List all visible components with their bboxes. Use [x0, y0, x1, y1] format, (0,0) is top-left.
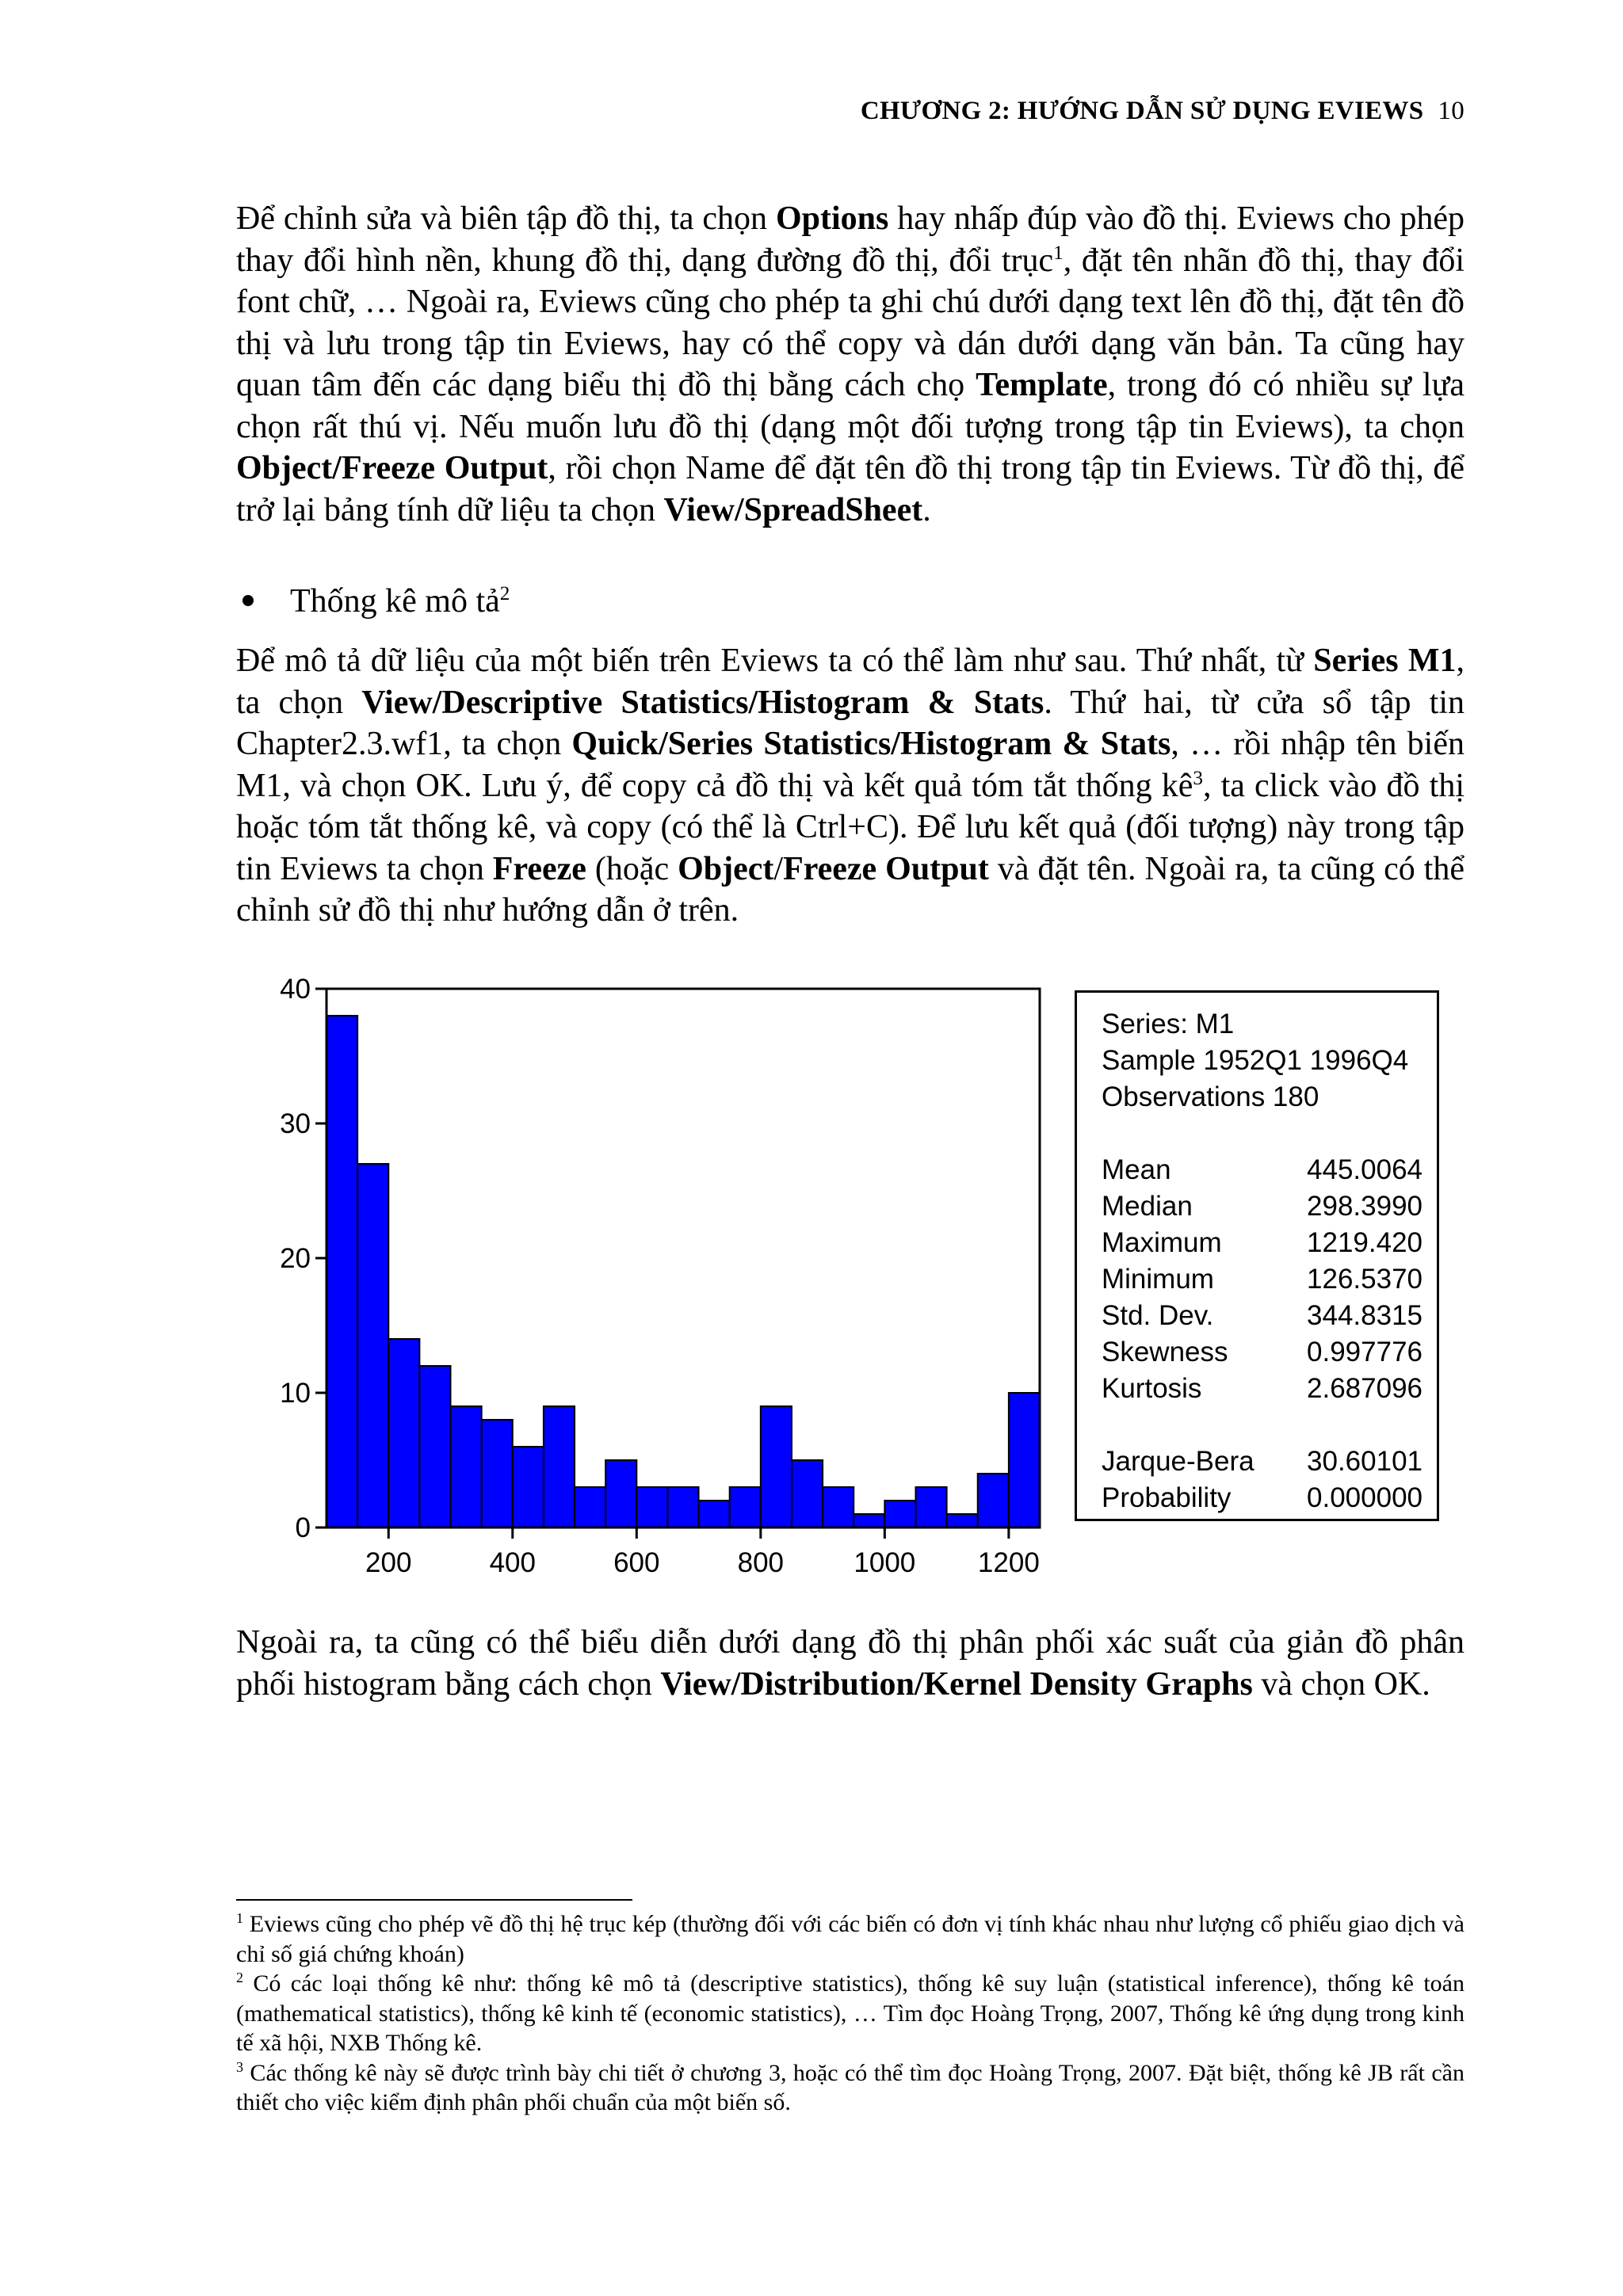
- histogram-bar: [978, 1474, 1009, 1527]
- footnote-text: Eviews cũng cho phép vẽ đồ thị hệ trục kép (thường đối với các biến có đơn vị tính khác nhau như lượng cổ phiếu giao dịch và chỉ số giá chứng khoán): [236, 1911, 1465, 1967]
- y-tick-label: 10: [280, 1378, 311, 1409]
- histogram-bar: [513, 1447, 544, 1527]
- stats-label: Median: [1102, 1191, 1193, 1222]
- paragraph-descriptive-stats: [236, 640, 1465, 932]
- descriptive-stats-box: [1075, 990, 1439, 1521]
- text-run: Ngoài ra, ta cũng có thể biểu diễn dưới dạng đồ thị phân phối xác suất của giản đồ phân phối histogram bằng cách chọn: [236, 1624, 1465, 1703]
- stats-value: 0.000000: [1307, 1482, 1423, 1513]
- stats-label: Jarque-Bera: [1102, 1446, 1254, 1477]
- stats-value: 30.60101: [1307, 1446, 1423, 1477]
- stats-row: [1102, 1371, 1423, 1407]
- stats-label: Maximum: [1102, 1227, 1222, 1258]
- histogram-bar: [482, 1420, 513, 1527]
- x-tick-label: 1200: [977, 1547, 1040, 1578]
- stats-series: Series: M1: [1102, 1009, 1235, 1039]
- footnote-separator: [236, 1899, 632, 1901]
- stats-row: [1102, 1334, 1423, 1371]
- footnote-text: Có các loại thống kê như: thống kê mô tả (descriptive statistics), thống kê suy luận (statistical inference), thống kê toán (mathematical statistics), thống kê kinh tế (economic statistics), … Tìm đọc Hoàng Trọng, 2007, Thống kê ứng dụng trong kinh tế xã hội, NXB Thống kê.: [236, 1970, 1465, 2056]
- menu-term-spreadsheet: View/SpreadSheet: [663, 491, 923, 528]
- menu-term-options: Options: [775, 200, 889, 237]
- stats-value: 1219.420: [1307, 1227, 1423, 1258]
- histogram-bar: [699, 1501, 730, 1527]
- stats-label: Std. Dev.: [1102, 1300, 1214, 1331]
- histogram-chart: [238, 959, 1054, 1592]
- bullet-text: Thống kê mô tả: [290, 583, 500, 620]
- stats-label: Skewness: [1102, 1337, 1228, 1367]
- y-tick-label: 30: [280, 1108, 311, 1139]
- histogram-bar: [823, 1487, 854, 1527]
- stats-label: Kurtosis: [1102, 1373, 1202, 1404]
- stats-row: [1102, 1152, 1423, 1188]
- page-header: [861, 97, 1465, 126]
- text-run: , rồi chọn Name để đặt tên đồ thị trong tập tin Eviews. Từ đồ thị, để trở lại bảng tính dữ liệu ta chọn: [236, 450, 1465, 528]
- term-series-m1: Series M1: [1313, 643, 1457, 679]
- histogram-bar: [915, 1487, 946, 1527]
- x-tick-label: 200: [365, 1547, 412, 1578]
- x-tick-label: 600: [613, 1547, 660, 1578]
- histogram-bar: [667, 1487, 698, 1527]
- text-run: và đặt tên. Ngoài ra, ta cũng có thể chỉnh sử đồ thị như hướng dẫn ở trên.: [236, 850, 1465, 929]
- text-run: , ta click vào đồ thị hoặc tóm tắt thống kê, và copy (có thể là Ctrl+C). Để lưu kết quả (đối tượng) này trong tập tin Eviews ta chọn: [236, 767, 1465, 887]
- menu-term-object: Object: [678, 850, 774, 887]
- stats-row: [1102, 1444, 1423, 1480]
- stats-row: [1102, 1480, 1423, 1516]
- stats-value: 445.0064: [1307, 1154, 1423, 1185]
- stats-value: 2.687096: [1307, 1373, 1423, 1404]
- text-run: , … rồi nhập tên biến M1, và chọn OK. Lưu ý, để copy cả đồ thị và kết quả tóm tắt thống kê: [236, 726, 1465, 804]
- histogram-bar: [636, 1487, 667, 1527]
- stats-row: [1102, 1225, 1423, 1261]
- footnote-1: [236, 1909, 1465, 1969]
- histogram-bar: [544, 1406, 575, 1527]
- stats-row: [1102, 1188, 1423, 1225]
- stats-value: 344.8315: [1307, 1300, 1423, 1331]
- histogram-bar: [761, 1406, 792, 1527]
- menu-term-freeze: Freeze: [492, 850, 586, 887]
- footnote-text: Các thống kê này sẽ được trình bày chi tiết ở chương 3, hoặc có thể tìm đọc Hoàng Trọng, 2007. Đặt biệt, thống kê JB rất cần thiết cho việc kiểm định phân phối chuẩn của một biến số.: [236, 2059, 1465, 2115]
- text-run: (hoặc: [586, 850, 678, 887]
- stats-rows: [1102, 1152, 1423, 1407]
- menu-term-freeze-output: Object/Freeze Output: [236, 450, 548, 486]
- histogram-bar: [451, 1406, 482, 1527]
- histogram-bars: [327, 1016, 1040, 1527]
- y-tick-label: 40: [280, 974, 311, 1005]
- stats-observations: Observations 180: [1102, 1081, 1319, 1112]
- histogram-bar: [605, 1460, 636, 1527]
- footnote-ref-2: 2: [499, 583, 510, 605]
- text-run: .: [922, 491, 931, 528]
- chapter-title: CHƯƠNG 2: HƯỚNG DẪN SỬ DỤNG EVIEWS: [860, 97, 1424, 125]
- text-run: . Thứ hai, từ cửa sổ tập tin Chapter2.3.wf1, ta chọn: [236, 684, 1465, 762]
- y-tick-label: 20: [280, 1243, 311, 1274]
- text-run: , ta chọn: [236, 643, 1465, 721]
- stats-row: [1102, 1298, 1423, 1334]
- paragraph-graph-editing: [236, 198, 1465, 531]
- histogram-bar: [792, 1460, 823, 1527]
- menu-term-kernel-density: View/Distribution/Kernel Density Graphs: [660, 1665, 1253, 1703]
- y-tick-label: 0: [295, 1512, 311, 1543]
- text-run: Để chỉnh sửa và biên tập đồ thị, ta chọn: [236, 200, 776, 237]
- footnote-number: 3: [236, 2058, 243, 2075]
- footnotes: [236, 1909, 1465, 2118]
- histogram-bar: [575, 1487, 605, 1527]
- x-tick-label: 1000: [854, 1547, 916, 1578]
- stats-value: 298.3990: [1307, 1191, 1423, 1222]
- footnote-number: 2: [236, 1970, 243, 1985]
- stats-row: [1102, 1261, 1423, 1298]
- menu-term-template: Template: [976, 367, 1108, 403]
- menu-term-quick-series-stats: Quick/Series Statistics/Histogram & Stats: [571, 726, 1171, 762]
- text-run: , đặt tên nhãn đồ thị, thay đổi font chữ, … Ngoài ra, Eviews cũng cho phép ta ghi chú dưới dạng text lên đồ thị, đặt tên đồ thị và lưu trong tập tin Eviews, hay có thể copy và dán dưới dạng văn bản. Ta cũng hay quan tâm đến các dạng biểu thị đồ thị bằng cách chọ: [236, 242, 1465, 403]
- x-tick-label: 800: [737, 1547, 785, 1578]
- paragraph-kernel-density: [236, 1622, 1465, 1705]
- histogram-bar: [327, 1016, 357, 1527]
- footnote-2: [236, 1969, 1465, 2058]
- stats-sample: Sample 1952Q1 1996Q4: [1102, 1045, 1409, 1076]
- text-run: , trong đó có nhiều sự lựa chọn rất thú vị. Nếu muốn lưu đồ thị (dạng một đối tượng trong tập tin Eviews), ta chọn: [236, 367, 1465, 445]
- stats-label: Minimum: [1102, 1264, 1214, 1295]
- text-run: hay nhấp đúp vào đồ thị. Eviews cho phép thay đổi hình nền, khung đồ thị, dạng đường đồ thị, đổi trục: [236, 200, 1465, 279]
- bullet-dot-icon: [242, 595, 254, 606]
- footnote-ref-3: 3: [1193, 767, 1203, 789]
- footnote-ref-1: 1: [1053, 242, 1064, 264]
- stats-label: Mean: [1102, 1154, 1171, 1185]
- histogram-bar: [419, 1366, 450, 1527]
- text-run: /: [773, 850, 784, 887]
- histogram-bar: [357, 1164, 388, 1527]
- histogram-bar: [388, 1339, 419, 1527]
- page-number: 10: [1438, 97, 1465, 125]
- histogram-bar: [884, 1501, 915, 1527]
- text-run: và chọn OK.: [1252, 1665, 1430, 1703]
- footnote-number: 1: [236, 1910, 243, 1926]
- histogram-bar: [947, 1514, 978, 1527]
- histogram-bar: [854, 1514, 884, 1527]
- text-run: Để mô tả dữ liệu của một biến trên Eviews ta có thể làm như sau. Thứ nhất, từ: [236, 643, 1314, 679]
- stats-test-rows: [1102, 1444, 1423, 1516]
- histogram-bar: [730, 1487, 761, 1527]
- menu-term-histogram-stats: View/Descriptive Statistics/Histogram & Stats: [361, 684, 1044, 721]
- footnote-3: [236, 2058, 1465, 2118]
- histogram-bar: [1009, 1393, 1040, 1527]
- x-tick-label: 400: [489, 1547, 536, 1578]
- stats-value: 0.997776: [1307, 1337, 1423, 1367]
- stats-value: 126.5370: [1307, 1264, 1423, 1295]
- stats-label: Probability: [1102, 1482, 1232, 1513]
- bullet-item: [236, 581, 510, 622]
- menu-term-freeze-output-2: Freeze Output: [783, 850, 989, 887]
